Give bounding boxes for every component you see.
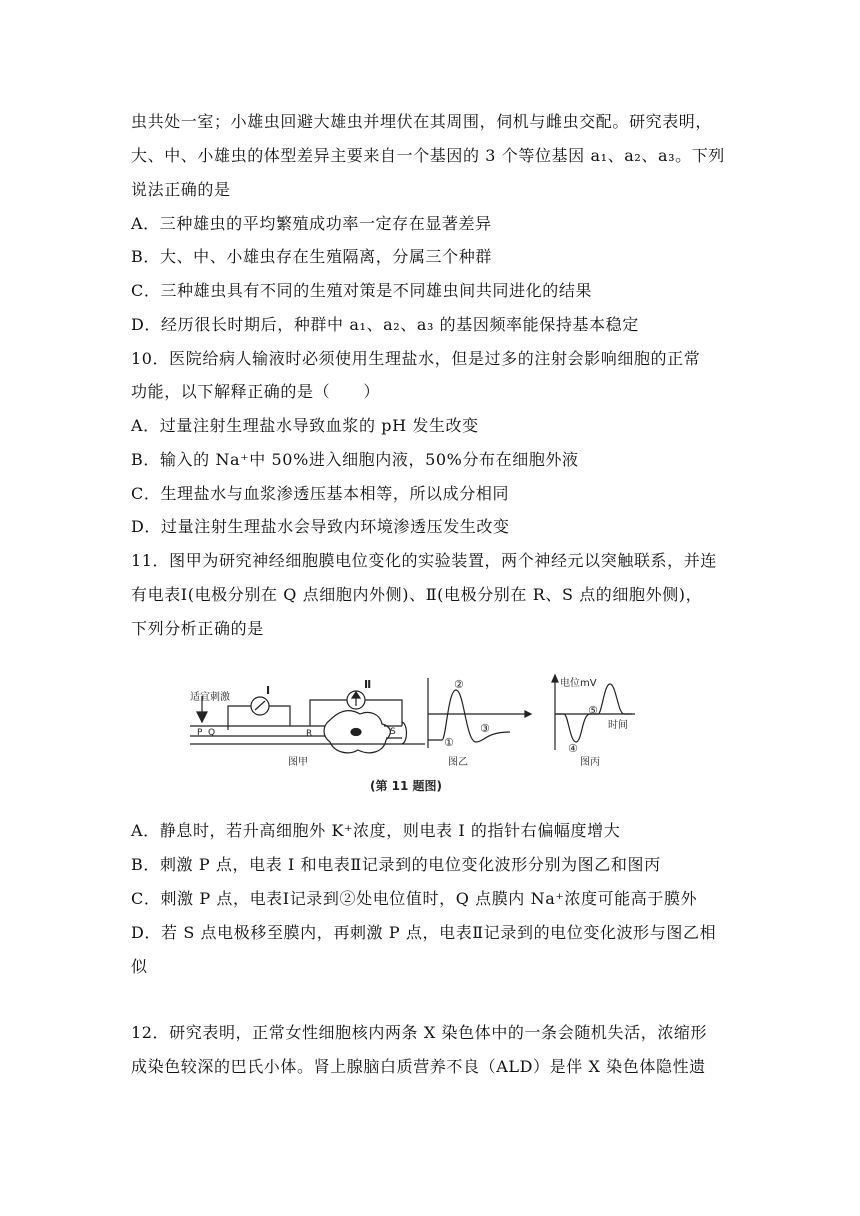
q9-text-line-3: 说法正确的是 (131, 180, 231, 199)
q12-text-line-1: 12．研究表明，正常女性细胞核内两条 X 染色体中的一条会随机失活，浓缩形 (131, 1023, 708, 1042)
yi-curve (428, 690, 510, 742)
q11-option-a: A．静息时，若升高细胞外 K⁺浓度，则电表 I 的指针右偏幅度增大 (131, 821, 621, 840)
q9-text-line-2: 大、中、小雄虫的体型差异主要来自一个基因的 3 个等位基因 a₁、a₂、a₃。下列 (131, 146, 725, 165)
stimulus-label: 适宜刺激 (190, 692, 230, 703)
q10-option-c: C．生理盐水与血浆渗透压基本相等，所以成分相同 (131, 484, 510, 503)
yi-mark-2: ② (454, 678, 464, 691)
q9-option-c: C．三种雄虫具有不同的生殖对策是不同雄虫间共同进化的结果 (131, 281, 593, 300)
q10-option-b: B．输入的 Na⁺中 50%进入细胞内液，50%分布在细胞外液 (131, 450, 579, 469)
bing-xlabel: 时间 (608, 720, 628, 731)
figure-yi-label: 图乙 (448, 757, 468, 768)
q11-option-d-line-1: D．若 S 点电极移至膜内，再刺激 P 点，电表Ⅱ记录到的电位变化波形与图乙相 (131, 923, 717, 942)
stimulus-arrowhead (197, 712, 207, 722)
point-q-label: Q (208, 728, 216, 738)
q9-text-line-1: 虫共处一室；小雄虫回避大雄虫并埋伏在其周围，伺机与雌虫交配。研究表明， (131, 112, 713, 131)
figure-caption: (第 11 题图) (370, 779, 443, 793)
q12-text-line-2: 成染色较深的巴氏小体。肾上腺脑白质营养不良（ALD）是伴 X 染色体隐性遗 (131, 1057, 706, 1076)
q10-option-a: A．过量注射生理盐水导致血浆的 pH 发生改变 (131, 416, 479, 435)
figure-jia-label: 图甲 (288, 757, 308, 768)
neuron-nucleus (351, 729, 361, 736)
q10-text-line-2: 功能，以下解释正确的是（ ） (131, 382, 381, 401)
q11-option-d-line-2: 似 (131, 957, 148, 976)
bing-y-arrowhead (552, 675, 558, 682)
meter2-label: Ⅱ (364, 678, 372, 691)
q11-text-line-1: 11．图甲为研究神经细胞膜电位变化的实验装置，两个神经元以突触联系，并连 (131, 551, 717, 570)
meter1-label: I (266, 684, 271, 697)
yi-mark-1: ① (444, 736, 454, 749)
q9-option-b: B．大、中、小雄虫存在生殖隔离，分属三个种群 (131, 247, 492, 266)
q11-figure (180, 670, 640, 800)
bing-mark-5: ⑤ (588, 704, 598, 717)
bing-mark-4: ④ (568, 742, 578, 755)
q9-option-a: A．三种雄虫的平均繁殖成功率一定存在显著差异 (131, 214, 492, 233)
q10-option-d: D．过量注射生理盐水会导致内环境渗透压发生改变 (131, 517, 510, 536)
q11-text-line-2: 有电表Ⅰ(电极分别在 Q 点细胞内外侧)、Ⅱ(电极分别在 R、S 点的细胞外侧)， (131, 585, 703, 604)
yi-x-arrowhead (525, 711, 531, 717)
yi-mark-3: ③ (480, 722, 490, 735)
point-r-label: R (306, 729, 313, 739)
figure-bing-label: 图丙 (580, 757, 600, 768)
q11-text-line-3: 下列分析正确的是 (131, 619, 264, 638)
bing-ylabel: 电位mV (560, 678, 597, 689)
q10-text-line-1: 10．医院给病人输液时必须使用生理盐水，但是过多的注射会影响细胞的正常 (131, 349, 701, 368)
point-p-label: P (197, 728, 203, 738)
point-s-label: S (390, 727, 396, 737)
q9-option-d: D．经历很长时期后，种群中 a₁、a₂、a₃ 的基因频率能保持基本稳定 (131, 315, 639, 334)
q11-option-b: B．刺激 P 点，电表 I 和电表Ⅱ记录到的电位变化波形分别为图乙和图丙 (131, 855, 661, 874)
q11-option-c: C．刺激 P 点，电表Ⅰ记录到②处电位值时，Q 点膜内 Na⁺浓度可能高于膜外 (131, 889, 698, 908)
